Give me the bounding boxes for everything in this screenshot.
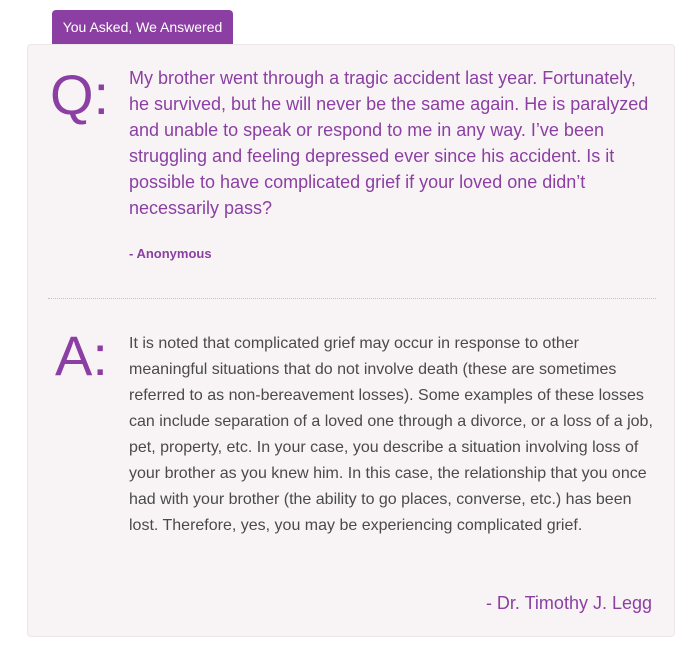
question-text: My brother went through a tragic accident last year. Fortunately, he survived, but he will never be the same again. He is paralyzed and unable to speak or respond to me in any way. I’ve been struggling and feeling depressed ever since his accident. Is it possible to have complicated grief if your loved one didn’t necessarily pass?: [129, 68, 649, 218]
answer-author: - Dr. Timothy J. Legg: [485, 593, 652, 613]
dotted-divider: [48, 298, 656, 299]
qa-card: [27, 44, 675, 637]
section-tab-label: You Asked, We Answered: [52, 10, 233, 44]
question-author: - Anonymous: [129, 246, 212, 261]
answer-text: It is noted that complicated grief may occur in response to other meaningful situations that do not involve death (these are sometimes referred to as non-bereavement losses). Some examples of these losses can include separation of a loved one through a divorce, or a loss of a job, pet, property, etc. In your case, you describe a situation involving loss of your brother as you knew him. In this case, the relationship that you once had with your brother (the ability to go places, converse, etc.) has been lost. Therefore, yes, you may be experiencing complicated grief.: [129, 335, 653, 534]
answer-marker: A:: [55, 324, 108, 387]
question-marker: Q:: [50, 63, 110, 126]
